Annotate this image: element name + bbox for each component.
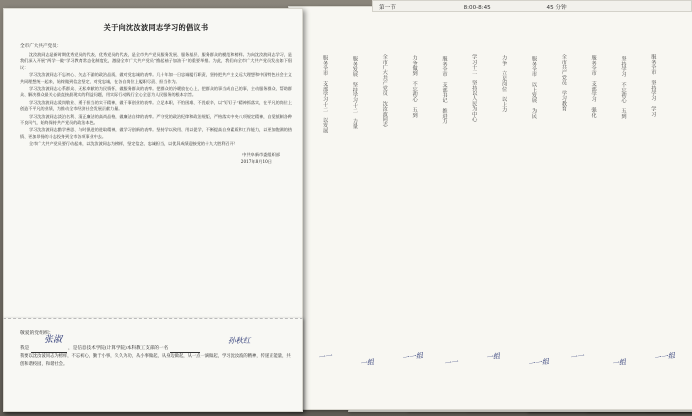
stacked-sheet-text: 服务全市 支部书记 推进力 [441, 56, 448, 124]
document-paragraph: 学习沈汝波同志心系群众、无私奉献的为民情怀，做服务群众的表率。把群众的冷暖放在心上，把群众的事当成自己的事，主动服务群众、帮助群众、解决群众最关心最直接最现实的利益问题，用实际行动践行全心全意为人民服务的根本宗旨。 [20, 86, 292, 98]
document-salutation: 全市广大共产党员： [20, 44, 62, 49]
handwritten-signature: 孙秋红 [228, 336, 251, 345]
stacked-sheet-text: 学习十二 坚持以人民为中心 [471, 54, 478, 122]
pledge-mid-text: ，是信息技术学院(计算学院)本科教工支部的一名 [68, 346, 169, 351]
stacked-sheet-text: 全市广大共产党员 沈汝波同志 [381, 54, 388, 127]
document-issuer: 中共阜新市委组织部 [242, 151, 280, 157]
pledge-body: 我要以沈汝波同志为榜样，不忘初心，勤于小事，久久为功，从小事做起，从身边做起，从一点一滴做起，学习沈汝波的精神，传递正能量，共创和谐校园，和谐社会。 [20, 354, 291, 367]
stacked-signature: 一组 [611, 358, 627, 368]
stacked-signature: 一组 [485, 352, 501, 362]
signature-blank [170, 347, 200, 353]
stacked-sheet-text: 坚持学习 不忘初心 五到 [620, 56, 627, 119]
stacked-sheet-text: 服务发展 坚持学习十二 力量 [351, 56, 358, 129]
stacked-sheet-text: 服务全市 以上发展 为民 [530, 56, 537, 119]
stacked-sheet-text: 力争做到 不忘初心 五到 [411, 55, 418, 118]
schedule-strip [372, 0, 692, 12]
stacked-signature: 一一组 [653, 351, 676, 363]
pledge-prefix: 我是 [20, 346, 30, 351]
stacked-sheet-text: 力争 立足岗位 以上力 [501, 55, 508, 113]
stacked-signature: 一一 [443, 358, 459, 368]
stacked-pledge-sheet [288, 6, 692, 410]
schedule-duration: 45 分钟 [546, 5, 567, 11]
stacked-sheet-text: 全市共产党员 学习教育 [560, 54, 567, 112]
schedule-time: 8:00-8:45 [463, 5, 491, 11]
document-paragraph: 学习沈汝波同志不忘初心、矢志不渝的政治品质，做对党忠诚的表率。几十年如一日忠诚履行职责，坚持把共产主义远大理想和中国特色社会主义共同理想统一起来，始终做到信念坚定、对党忠诚，在各自岗位上履职尽责、担当作为。 [20, 72, 292, 84]
name-blank [31, 347, 67, 353]
pledge-heading: 敬爱的党组织： [20, 331, 54, 336]
stacked-signature: 一一组 [527, 357, 550, 369]
stacked-sheet-text: 服务全市 支部学习十二 以发展 [322, 55, 329, 133]
document-date: 2017年8月10日 [240, 158, 272, 164]
stacked-signature: 一一 [317, 352, 333, 362]
document-paragraph: 学习沈汝波同志爱岗敬业、勇于担当的实干精神，做干事创业的表率。立足本职，不怕困难、不畏艰辛，以“钉钉子”精神抓落实，在平凡的岗位上创造不平凡的业绩，为推动全市经济社会发展贡献力量。 [20, 99, 292, 112]
document-paragraph: 沈汝波同志是新时期优秀党员的代表、优秀党员的代表，是全市共产党员服务发展、服务基层、服务群众的模范和榜样。为向沈汝波同志学习，是我们深入开展“两学一做”学习教育常态化制度化，激励全市广大共产党员“撸起袖子加油干”的重要举措。为此，我们向全市广大共产党员发出如下倡议： [20, 52, 292, 70]
pledge-identity-line [20, 335, 292, 353]
stacked-signature: 一一组 [401, 351, 424, 363]
handwritten-name: 张淑 [44, 335, 63, 345]
stacked-sheet-text: 服务全市 坚持学习 学习 [650, 54, 657, 117]
stacked-signature: 一组 [359, 358, 375, 368]
document-closing: 全市广大共产党员要行动起来，以沈汝波同志为榜样，坚定信念、忠诚担当，以优异成绩迎接党的十九大胜利召开！ [29, 141, 238, 147]
stacked-sheet-text: 服务全市 支部学习 强化 [590, 55, 597, 118]
document-paragraph: 学习沈汝波同志勤学善思、与时俱进的进取精神，做学习创新的表率。坚持学以致用、用以促学，不断提高自身素质和工作能力，以更加饱满的热情、更加昂扬的斗志投身到全市各项事业中去。 [20, 127, 292, 139]
stacked-signature: 一一 [569, 352, 585, 362]
document-title: 关于向沈汝波同志学习的倡议书 [103, 23, 209, 32]
document-paragraph: 学习沈汝波同志淡泊名利、清正廉洁的高尚品格，做廉洁自律的表率。严守党的政治纪律和政治规矩，严格落实中央八项规定精神，自觉抵制各种不良风气，始终保持共产党员的政治本色。 [20, 113, 292, 126]
pledge-section [3, 318, 303, 412]
schedule-period: 第一节 [379, 5, 396, 11]
